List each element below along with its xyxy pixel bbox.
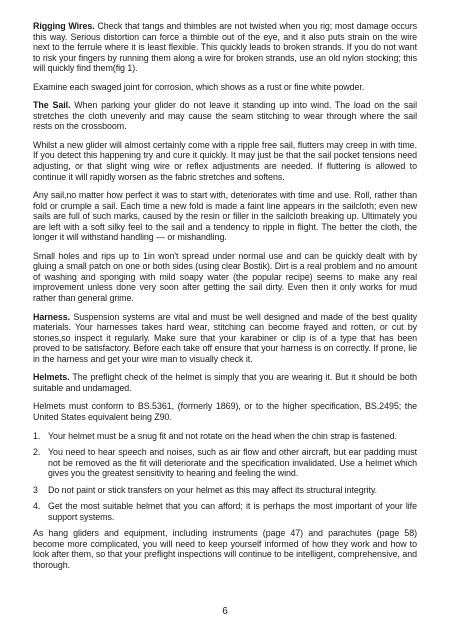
- paragraph-text: Small holes and rips up to 1in won't spread under normal use and can be quickly dealt with by gluing a small patch on one or both sides (using clear Bostik). Dirt is a real problem and no amount of washing and sponging with mild soapy water (the popular recipe) seems to make any real improvement unless done very soon after getting the sail dirty. Even then it only works for mud rather than general grime.: [33, 250, 417, 304]
- paragraph-text: Whilst a new glider will almost certainly come with a ripple free sail, flutters may creep in with time. If you detect this happening try and cure it quickly. It may just be that the sail pocket tensions need adjusting, or that slight wing wire or reflex adjustments are needed. If fluttering is allowed to continue it will rapidly worsen as the fabric stretches and softens.: [33, 139, 417, 182]
- list-item-number: 1.: [33, 430, 41, 441]
- heading-helmets: Helmets.: [33, 372, 70, 383]
- paragraph-harness: [33, 312, 417, 365]
- list-item: [33, 431, 417, 442]
- paragraph-text: Any sail,no matter how perfect it was to start with, deteriorates with time and use. Roll, rather than fold or crumple a sail. Each time a new fold is made a faint line appears in the sailcloth; even new sails are full of such marks, caused by the resin or filler in the sailcloth breaking up. Ultimately you are left with a soft silky feel to the sail and a tendency to ripple in flight. The better the cloth, the longer it will withstand handling — or mishandling.: [33, 190, 417, 243]
- paragraph-text: Examine each swaged joint for corrosion, which shows as a rust or fine white powder.: [33, 81, 365, 92]
- list-item-number: 3: [33, 484, 38, 495]
- paragraph-sail-deterioration: [33, 190, 417, 243]
- list-item: [33, 447, 417, 479]
- paragraph-text: When parking your glider do not leave it standing up into wind. The load on the sail stretches the cloth unevenly and may cause the seam stitching to wear through where the sail rests on the crossboom.: [33, 100, 417, 132]
- paragraph-text: Suspension systems are vital and must be well designed and made of the best quality materials. Your harnesses takes hard wear, stitching can become frayed and rotten, or cut by stones,so inspect it regularly. Make sure that your karabiner or clip is of a type that has been proved to be satisfactory. Before each take off ensure that your harness is on correctly. If prone, lie in the harness and get your wire man to visually check it.: [33, 311, 417, 364]
- paragraph-sail-repair: [33, 251, 417, 304]
- paragraph-text: As hang gliders and equipment, including instruments (page 47) and parachutes (page 58) become more complicated, you will need to keep yourself informed of how they work and how to look after them, so that your preflight inspections will continue to be intelligent, comprehensive, and thorough.: [33, 528, 417, 570]
- paragraph-rigging-wires: [33, 21, 417, 74]
- page-number: 6: [222, 606, 228, 617]
- heading-the-sail: The Sail.: [33, 100, 71, 111]
- list-item: [33, 501, 417, 522]
- list-item: [33, 485, 417, 496]
- paragraph-sail-flutter: [33, 140, 417, 182]
- paragraph-the-sail: [33, 100, 417, 132]
- paragraph-swaged-joint: [33, 82, 417, 93]
- paragraph-text: Helmets must conform to BS.5361, (formerly 1869), or to the higher specification, BS.2495; the United States equivalent being Z90.: [33, 401, 417, 422]
- paragraph-closing: [33, 528, 417, 570]
- helmet-checklist: [33, 431, 417, 523]
- paragraph-text: The preflight check of the helmet is simply that you are wearing it. But it should be both suitable and undamaged.: [33, 372, 417, 393]
- paragraph-helmet-standards: [33, 401, 417, 422]
- list-item-number: 4.: [33, 501, 41, 512]
- paragraph-helmets: [33, 372, 417, 393]
- list-item-text: You need to hear speech and noises, such as air flow and other aircraft, but ear padding must not be removed as the fit will deteriorate and the specification invalidated. Use a helmet which gives you the greatest sensitivity to hearing and feeling the wind.: [48, 447, 417, 479]
- list-item-number: 2.: [33, 447, 41, 458]
- list-item-text: Get the most suitable helmet that you can afford; it is perhaps the most important of your life support systems.: [48, 501, 417, 522]
- list-item-text: Do not paint or stick transfers on your helmet as this may affect its structural integrity.: [48, 484, 378, 495]
- paragraph-text: Check that tangs and thimbles are not twisted when you rig; most damage occurs this way. Serious distortion can force a thimble out of the eye, and it also puts strain on the wire next to the ferrule where it is least flexible. This quickly leads to broken strands. If you do not want to risk your fingers by running them along a wire for broken strands, use an old nylon stocking; this will quickly find them(fig 1).: [33, 21, 417, 74]
- heading-harness: Harness.: [33, 311, 71, 322]
- list-item-text: Your helmet must be a snug fit and not rotate on the head when the chin strap is fastened.: [48, 430, 397, 441]
- heading-rigging-wires: Rigging Wires.: [33, 21, 95, 31]
